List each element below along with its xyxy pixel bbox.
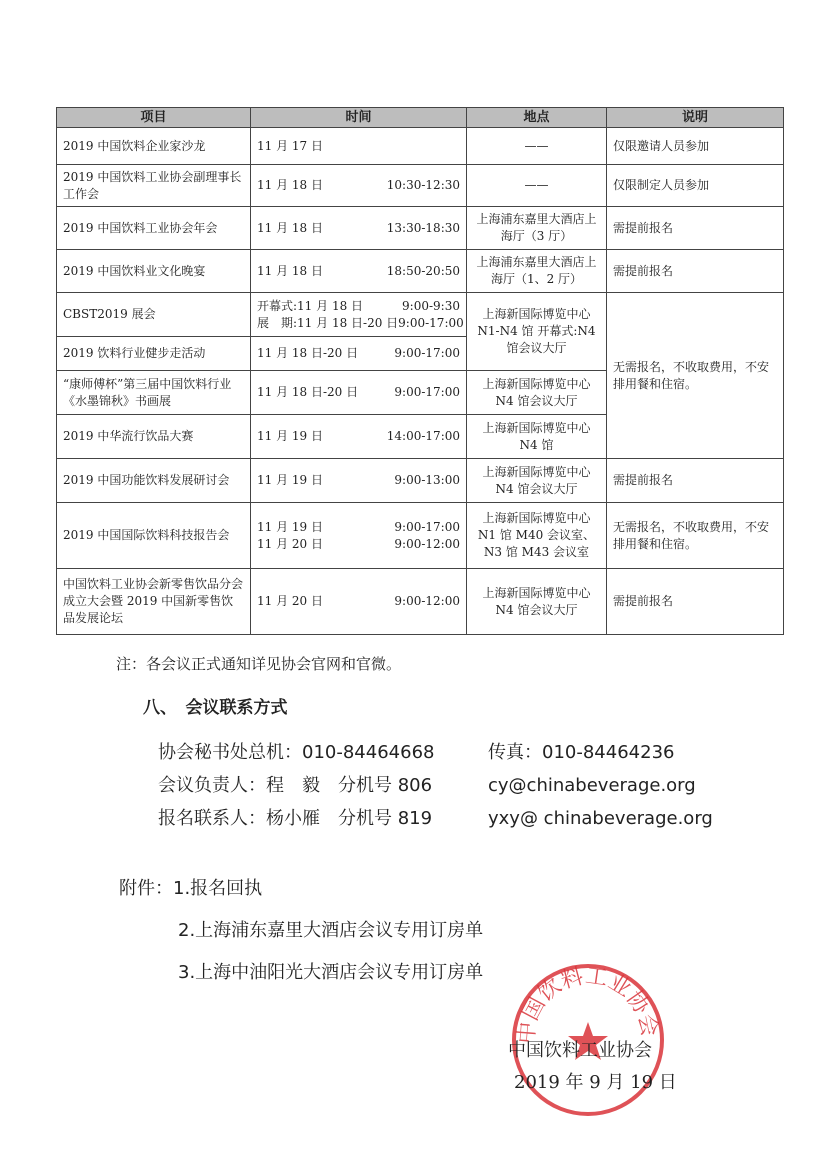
section-title: 八、 会议联系方式 — [143, 698, 288, 718]
signature-org: 中国饮料工业协会 — [508, 1040, 652, 1061]
cell-time — [251, 207, 467, 250]
time-date: 11 月 19 日 — [257, 429, 323, 443]
time-hours: 9:00-12:00 — [394, 536, 460, 551]
time-hours: 9:00-9:30 — [402, 298, 460, 313]
cell-place-merged: 上海新国际博览中心 N1-N4 馆 开幕式:N4 馆会议大厅 — [467, 293, 607, 371]
seal-text: 中国饮料工业协会 — [514, 963, 662, 1045]
cell-time — [251, 293, 467, 337]
cell-place: 上海新国际博览中心 N4 馆 — [467, 415, 607, 459]
cell-note: 需提前报名 — [607, 569, 784, 635]
cell-place: 上海新国际博览中心 N4 馆会议大厅 — [467, 569, 607, 635]
time-hours: 18:50-20:50 — [386, 263, 460, 278]
time-hours: 10:30-12:30 — [386, 178, 460, 192]
cell-note: 需提前报名 — [607, 250, 784, 293]
header-place: 地点 — [467, 108, 607, 128]
cell-place: 上海新国际博览中心 N4 馆会议大厅 — [467, 459, 607, 503]
cell-item: 中国饮料工业协会新零售饮品分会成立大会暨 2019 中国新零售饮品发展论坛 — [57, 569, 251, 635]
cell-item: 2019 中国饮料业文化晚宴 — [57, 250, 251, 293]
cell-time — [251, 165, 467, 207]
contact-line — [158, 738, 674, 764]
cell-time — [251, 250, 467, 293]
attachment-3: 3.上海中油阳光大酒店会议专用订房单 — [178, 962, 484, 983]
table-row — [57, 569, 784, 635]
time-hours: 9:00-17:00 — [394, 346, 460, 360]
cell-time — [251, 415, 467, 459]
contact-label: 会议负责人：程 毅 分机号 806 — [158, 775, 433, 796]
attachment-2: 2.上海浦东嘉里大酒店会议专用订房单 — [178, 920, 484, 941]
table-row — [57, 250, 784, 293]
time-date: 11 月 18 日 — [257, 263, 323, 278]
cell-place: —— — [467, 165, 607, 207]
time-hours: 9:00-12:00 — [394, 594, 460, 608]
time-hours: 9:00-13:00 — [394, 473, 460, 487]
cell-place: 上海浦东嘉里大酒店上海厅（3 厅） — [467, 207, 607, 250]
table-row — [57, 165, 784, 207]
header-item: 项目 — [57, 108, 251, 128]
table-footnote: 注：各会议正式通知详见协会官网和官微。 — [116, 655, 402, 673]
cell-item: 2019 中国国际饮料科技报告会 — [57, 503, 251, 569]
time-hours: 14:00-17:00 — [386, 429, 460, 443]
cell-note: 无需报名，不收取费用，不安排用餐和住宿。 — [607, 503, 784, 569]
cell-item: 2019 中华流行饮品大赛 — [57, 415, 251, 459]
cell-time — [251, 337, 467, 371]
contact-right: yxy@ chinabeverage.org — [488, 808, 713, 829]
cell-place: 上海浦东嘉里大酒店上海厅（1、2 厅） — [467, 250, 607, 293]
contact-line — [158, 804, 713, 830]
cell-time — [251, 503, 467, 569]
time-date: 11 月 18 日-20 日 — [257, 385, 359, 399]
cell-item: “康师傅杯”第三届中国饮料行业《水墨锦秋》书画展 — [57, 371, 251, 415]
time-date: 11 月 19 日 — [257, 473, 323, 487]
time-date: 11 月 18 日 — [257, 220, 323, 235]
cell-item: CBST2019 展会 — [57, 293, 251, 337]
time-hours: 13:30-18:30 — [386, 220, 460, 235]
contact-right: 传真：010-84464236 — [488, 742, 675, 763]
cell-time — [251, 128, 467, 165]
cell-place: —— — [467, 128, 607, 165]
table-row — [57, 459, 784, 503]
time-date: 11 月 18 日-20 日 — [257, 346, 359, 360]
cell-item: 2019 中国功能饮料发展研讨会 — [57, 459, 251, 503]
contact-right: cy@chinabeverage.org — [488, 775, 696, 796]
time-hours: 9:00-17:00 — [398, 315, 464, 330]
attachment-1: 附件：1.报名回执 — [119, 878, 263, 899]
table-row — [57, 207, 784, 250]
contact-line — [158, 771, 696, 797]
contact-label: 协会秘书处总机：010-84464668 — [158, 742, 435, 763]
contact-label: 报名联系人：杨小雁 分机号 819 — [158, 808, 433, 829]
time-date: 展 期:11 月 18 日-20 日 — [257, 315, 399, 330]
time-date: 11 月 17 日 — [257, 138, 323, 153]
table-row — [57, 293, 784, 337]
time-hours: 9:00-17:00 — [394, 385, 460, 399]
header-time: 时间 — [251, 108, 467, 128]
header-note: 说明 — [607, 108, 784, 128]
cell-note: 仅限制定人员参加 — [607, 165, 784, 207]
cell-item: 2019 中国饮料工业协会副理事长工作会 — [57, 165, 251, 207]
cell-place: 上海新国际博览中心 N1 馆 M40 会议室、N3 馆 M43 会议室 — [467, 503, 607, 569]
time-date: 11 月 19 日 — [257, 519, 323, 534]
schedule-table — [56, 107, 784, 635]
cell-time — [251, 371, 467, 415]
cell-note: 需提前报名 — [607, 207, 784, 250]
table-row — [57, 503, 784, 569]
cell-note-merged: 无需报名，不收取费用，不安排用餐和住宿。 — [607, 293, 784, 459]
time-date: 11 月 18 日 — [257, 178, 323, 192]
cell-place: 上海新国际博览中心 N4 馆会议大厅 — [467, 371, 607, 415]
cell-item: 2019 中国饮料工业协会年会 — [57, 207, 251, 250]
cell-note: 需提前报名 — [607, 459, 784, 503]
table-header-row — [57, 108, 784, 128]
table-row — [57, 128, 784, 165]
cell-note: 仅限邀请人员参加 — [607, 128, 784, 165]
time-date: 11 月 20 日 — [257, 536, 323, 551]
time-date: 开幕式:11 月 18 日 — [257, 298, 364, 313]
time-hours: 9:00-17:00 — [394, 519, 460, 534]
cell-time — [251, 459, 467, 503]
signature-date: 2019 年 9 月 19 日 — [514, 1072, 677, 1093]
cell-item: 2019 饮料行业健步走活动 — [57, 337, 251, 371]
cell-item: 2019 中国饮料企业家沙龙 — [57, 128, 251, 165]
cell-time — [251, 569, 467, 635]
time-date: 11 月 20 日 — [257, 594, 323, 608]
